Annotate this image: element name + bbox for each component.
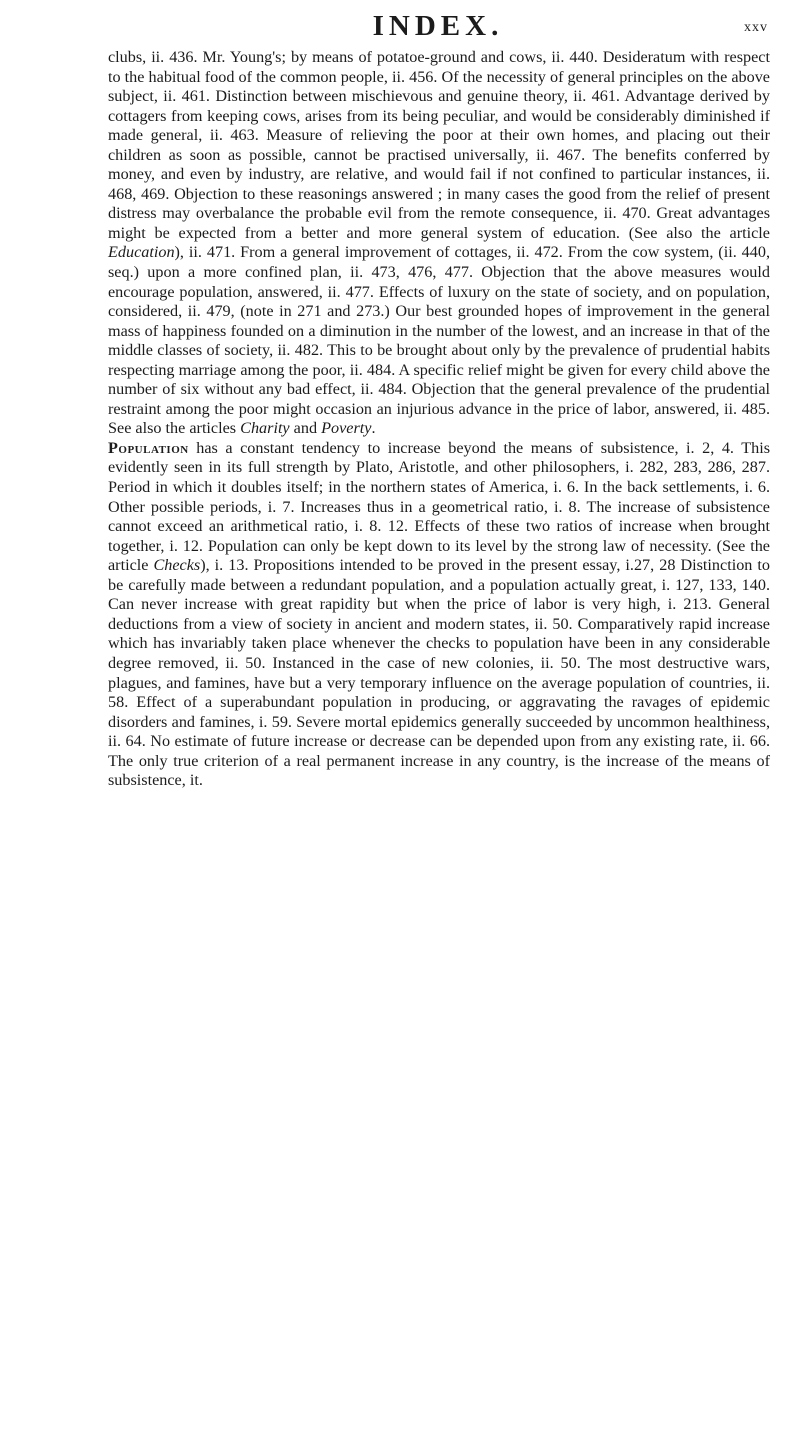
index-text xyxy=(108,48,770,791)
running-head xyxy=(108,8,768,44)
index-entry-population xyxy=(108,439,770,791)
entry-text: . xyxy=(371,419,376,438)
entry-text: has a constant tendency to increase beyond the means of subsistence, i. 2, 4. This evidently seen in its full strength by Plato, Aristotle, and other philosophers, i. 282, 283, 286, 287. Period in which it doubles itself; in the northern states of America, i. 6. In the back settlements, i. 6. Other possible periods, i. 7. Increases thus in a geometrical ratio, i. 8. The increase of subsistence cannot exceed an arithmetical ratio, i. 8. 12. Effects of these two ratios of increase when brought together, i. 12. Population can only be kept down to its level by the strong law of necessity. (See the article xyxy=(108,438,770,575)
cross-reference: Poverty xyxy=(321,419,372,438)
entry-text: and xyxy=(289,419,322,438)
page-number: xxv xyxy=(744,20,768,35)
entry-text: ), i. 13. Propositions intended to be proved in the present essay, i.27, 28 Distinction to be carefully made between a redundant population, and a population actually great, i. 127, 133, 140. Can never increase with great rapidity but when the price of labor is very high, i. 213. General deductions from a view of society in ancient and modern states, ii. 50. Comparatively rapid increase which has invariably taken place whenever the checks to population have been in any considerable degree removed, ii. 50. Instanced in the case of new colonies, ii. 50. The most destructive wars, plagues, and famines, have but a very temporary influence on the average population of countries, ii. 58. Effect of a superabundant population in producing, or aggravating the ravages of epidemic disorders and famines, i. 59. Severe mortal epidemics generally succeeded by uncommon healthiness, ii. 64. No estimate of future increase or decrease can be depended upon from any existing rate, ii. 66. The only true criterion of a real permanent increase in any country, is the increase of the means of subsistence, it. xyxy=(108,556,770,790)
cross-reference: Education xyxy=(108,243,175,262)
cross-reference: Checks xyxy=(153,556,201,575)
page-title: INDEX. xyxy=(372,10,504,42)
entry-text: ), ii. 471. From a general improvement of cottages, ii. 472. From the cow system, (ii. 440, seq.) upon a more confined plan, ii. 473, 476, 477. Objection that the above measures would encourage population, answered, ii. 477. Effects of luxury on the state of society, and on population, considered, ii. 479, (note in 271 and 273.) Our best grounded hopes of improvement in the general mass of happiness founded on a diminution in the number of the lowest, and an increase in that of the middle classes of society, ii. 482. This to be brought about only by the prevalence of prudential habits respecting marriage among the poor, ii. 484. A specific relief might be given for every child above the number of six without any bad effect, ii. 484. Objection that the general prevalence of the prudential restraint among the poor might occasion an injurious advance in the price of labor, answered, ii. 485. See also the articles xyxy=(108,243,770,438)
entry-text: clubs, ii. 436. Mr. Young's; by means of potatoe-ground and cows, ii. 440. Desideratum with respect to the habitual food of the common people, ii. 456. Of the necessity of general principles on the above subject, ii. 461. Distinction between mischievous and genuine theory, ii. 461. Advantage derived by cottagers from keeping cows, arises from its being peculiar, and would be considerably diminished if made general, ii. 463. Measure of relieving the poor at their own homes, and placing out their children as soon as possible, cannot be practised universally, ii. 467. The benefits conferred by money, and even by industry, are relative, and would fail if not confined to particular instances, ii. 468, 469. Objection to these reasonings answered ; in many cases the good from the relief of present distress may overbalance the probable evil from the remote consequence, ii. 470. Great advantages might be expected from a better and more general system of education. (See also the article xyxy=(108,48,770,242)
entry-heading: Population xyxy=(108,438,189,457)
cross-reference: Charity xyxy=(240,419,290,438)
index-entry-continued xyxy=(108,48,770,439)
